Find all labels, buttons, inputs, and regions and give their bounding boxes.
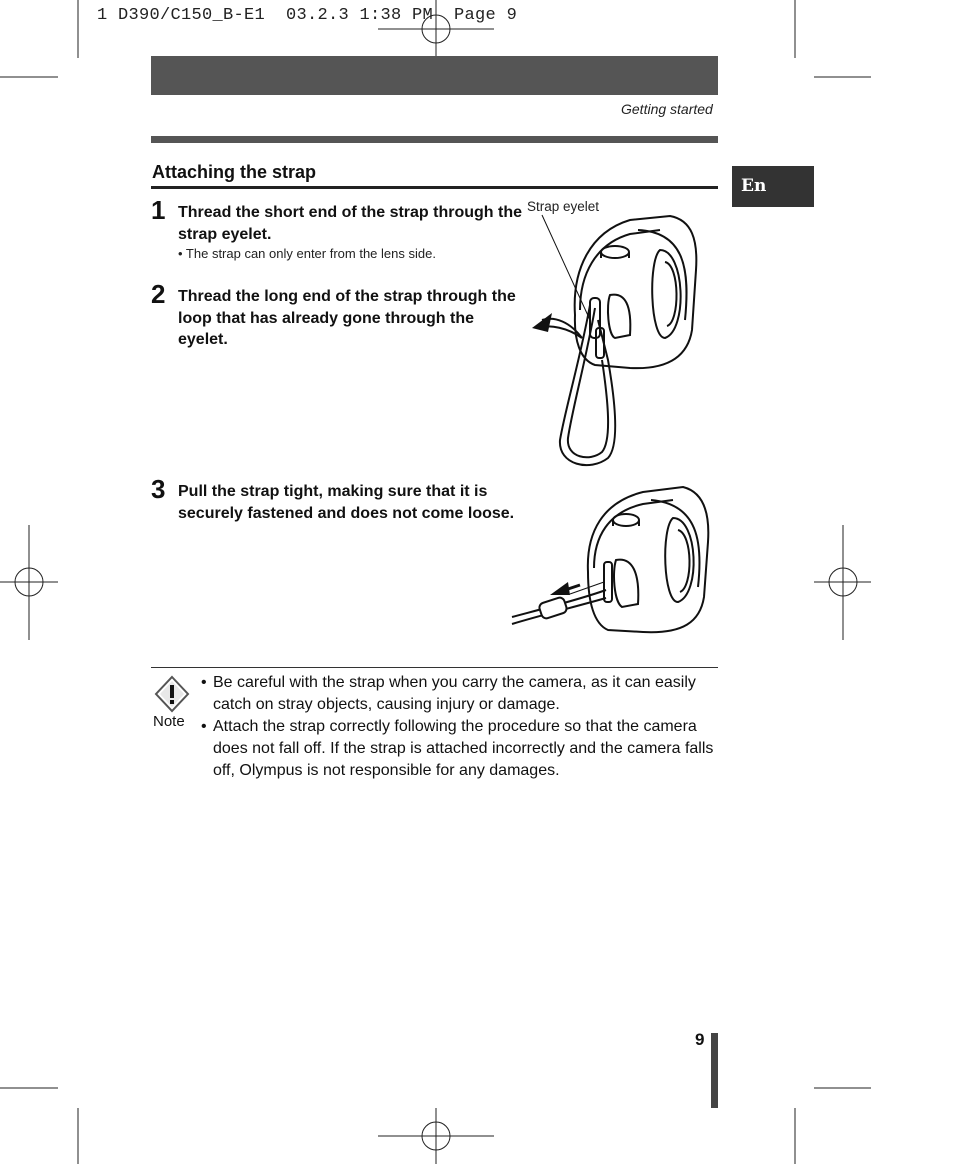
warning-icon <box>154 675 190 713</box>
step-1-note: • The strap can only enter from the lens side. <box>178 246 436 261</box>
strap-eyelet-callout: Strap eyelet <box>527 199 600 214</box>
header-rule <box>151 136 718 143</box>
note-label: Note <box>153 713 185 730</box>
language-tab: En <box>732 166 814 207</box>
note-item <box>201 716 721 782</box>
bullet-dot: • <box>201 674 207 691</box>
step-3-text: Pull the strap tight, making sure that it is securely fastened and does not come loose. <box>178 483 515 522</box>
step-1-number: 1 <box>151 195 166 225</box>
note-item-text: Be careful with the strap when you carry the camera, as it can easily catch on stray objects, causing injury or damage. <box>213 674 696 713</box>
header-bar <box>151 56 718 95</box>
camera-strap-loop-illustration <box>520 210 720 475</box>
note-rule <box>151 667 718 668</box>
camera-strap-tight-illustration <box>508 482 720 637</box>
page-heading: Attaching the strap <box>152 162 317 182</box>
section-title: Getting started <box>621 101 713 117</box>
step-2-number: 2 <box>151 279 166 309</box>
step-2-text: Thread the long end of the strap through the loop that has already gone through the eyelet. <box>178 288 516 348</box>
page-number: 9 <box>695 1030 705 1049</box>
page-edge-bar <box>711 1033 718 1108</box>
note-list <box>201 672 721 782</box>
heading-rule <box>151 186 718 189</box>
step-1-text: Thread the short end of the strap through the strap eyelet. <box>178 204 522 243</box>
note-item <box>201 672 721 716</box>
step-3-number: 3 <box>151 474 166 504</box>
bullet-dot: • <box>201 718 207 735</box>
note-item-text: Attach the strap correctly following the procedure so that the camera does not fall off. If the strap is attached incorrectly and the camera falls off, Olympus is not responsible for any damages. <box>213 718 714 779</box>
print-slug: 1 D390/C150_B-E1 03.2.3 1:38 PM Page 9 <box>97 6 518 25</box>
